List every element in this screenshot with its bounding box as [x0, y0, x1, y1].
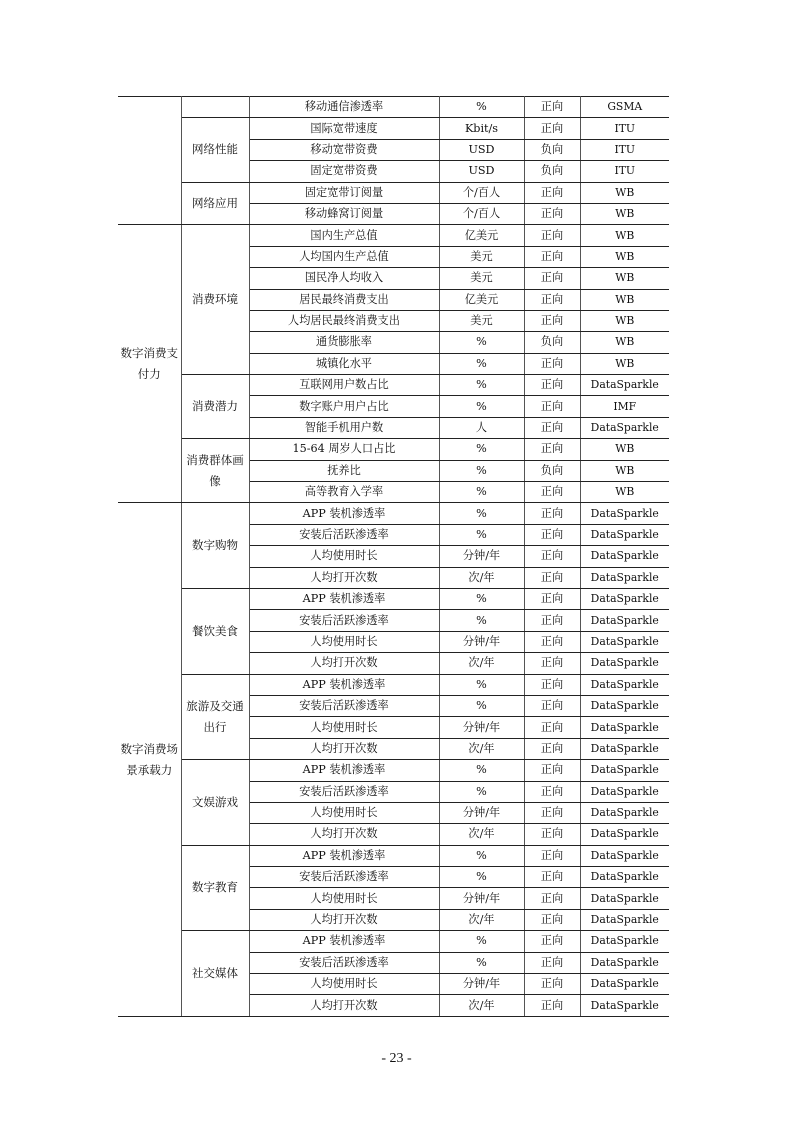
category-cell: 消费群体画像: [181, 439, 249, 503]
indicator-cell: 安装后活跃渗透率: [249, 695, 439, 716]
indicator-cell: 移动蜂窝订阅量: [249, 203, 439, 224]
indicator-cell: 安装后活跃渗透率: [249, 781, 439, 802]
category-cell: 餐饮美食: [181, 588, 249, 674]
dimension-cell: 数字消费支付力: [118, 225, 181, 503]
direction-cell: 正向: [524, 439, 580, 460]
category-cell: 旅游及交通出行: [181, 674, 249, 760]
unit-cell: %: [439, 674, 524, 695]
indicator-cell: 移动通信渗透率: [249, 97, 439, 118]
unit-cell: %: [439, 524, 524, 545]
direction-cell: 正向: [524, 118, 580, 139]
unit-cell: %: [439, 353, 524, 374]
unit-cell: 个/百人: [439, 203, 524, 224]
dimension-cell: [118, 97, 181, 225]
indicator-cell: 数字账户用户占比: [249, 396, 439, 417]
source-cell: DataSparkle: [580, 375, 669, 396]
direction-cell: 正向: [524, 268, 580, 289]
indicator-cell: 国内生产总值: [249, 225, 439, 246]
table-row: [118, 760, 669, 781]
indicator-cell: 人均使用时长: [249, 974, 439, 995]
indicator-cell: APP 装机渗透率: [249, 503, 439, 524]
unit-cell: 美元: [439, 246, 524, 267]
unit-cell: %: [439, 610, 524, 631]
indicator-cell: 人均打开次数: [249, 738, 439, 759]
unit-cell: 人: [439, 417, 524, 438]
indicator-cell: 通货膨胀率: [249, 332, 439, 353]
direction-cell: 负向: [524, 139, 580, 160]
unit-cell: %: [439, 396, 524, 417]
source-cell: DataSparkle: [580, 717, 669, 738]
table-row: [118, 588, 669, 609]
direction-cell: 正向: [524, 974, 580, 995]
direction-cell: 正向: [524, 952, 580, 973]
unit-cell: 分钟/年: [439, 631, 524, 652]
source-cell: DataSparkle: [580, 588, 669, 609]
unit-cell: %: [439, 845, 524, 866]
unit-cell: 分钟/年: [439, 546, 524, 567]
direction-cell: 正向: [524, 353, 580, 374]
direction-cell: 正向: [524, 867, 580, 888]
direction-cell: 正向: [524, 546, 580, 567]
table-row: [118, 439, 669, 460]
direction-cell: 负向: [524, 161, 580, 182]
unit-cell: %: [439, 97, 524, 118]
source-cell: DataSparkle: [580, 631, 669, 652]
source-cell: DataSparkle: [580, 610, 669, 631]
source-cell: DataSparkle: [580, 802, 669, 823]
unit-cell: 次/年: [439, 567, 524, 588]
indicator-cell: 固定宽带订阅量: [249, 182, 439, 203]
direction-cell: 正向: [524, 482, 580, 503]
table-row: [118, 182, 669, 203]
direction-cell: 正向: [524, 909, 580, 930]
direction-cell: 正向: [524, 375, 580, 396]
direction-cell: 正向: [524, 824, 580, 845]
source-cell: GSMA: [580, 97, 669, 118]
source-cell: IMF: [580, 396, 669, 417]
unit-cell: USD: [439, 139, 524, 160]
table-row: [118, 97, 669, 118]
source-cell: ITU: [580, 161, 669, 182]
source-cell: WB: [580, 289, 669, 310]
direction-cell: 正向: [524, 97, 580, 118]
direction-cell: 正向: [524, 995, 580, 1016]
direction-cell: 正向: [524, 289, 580, 310]
category-cell: 网络性能: [181, 118, 249, 182]
direction-cell: 正向: [524, 674, 580, 695]
indicator-cell: 安装后活跃渗透率: [249, 524, 439, 545]
source-cell: WB: [580, 482, 669, 503]
dimension-cell: 数字消费场景承载力: [118, 503, 181, 1016]
unit-cell: %: [439, 332, 524, 353]
indicator-cell: 智能手机用户数: [249, 417, 439, 438]
unit-cell: %: [439, 931, 524, 952]
indicator-table-body: [118, 97, 669, 1017]
source-cell: WB: [580, 353, 669, 374]
category-cell: [181, 97, 249, 118]
direction-cell: 正向: [524, 845, 580, 866]
indicator-cell: 互联网用户数占比: [249, 375, 439, 396]
category-cell: 数字购物: [181, 503, 249, 589]
indicator-cell: 人均打开次数: [249, 567, 439, 588]
direction-cell: 正向: [524, 503, 580, 524]
unit-cell: %: [439, 695, 524, 716]
indicator-cell: 人均打开次数: [249, 909, 439, 930]
direction-cell: 正向: [524, 738, 580, 759]
indicator-cell: 安装后活跃渗透率: [249, 610, 439, 631]
unit-cell: %: [439, 375, 524, 396]
unit-cell: 亿美元: [439, 289, 524, 310]
table-row: [118, 931, 669, 952]
indicator-cell: 城镇化水平: [249, 353, 439, 374]
unit-cell: 次/年: [439, 653, 524, 674]
direction-cell: 正向: [524, 225, 580, 246]
indicator-cell: APP 装机渗透率: [249, 845, 439, 866]
table-row: [118, 118, 669, 139]
unit-cell: %: [439, 760, 524, 781]
indicator-cell: APP 装机渗透率: [249, 760, 439, 781]
indicator-cell: 人均居民最终消费支出: [249, 310, 439, 331]
unit-cell: Kbit/s: [439, 118, 524, 139]
source-cell: DataSparkle: [580, 888, 669, 909]
source-cell: DataSparkle: [580, 738, 669, 759]
table-row: [118, 375, 669, 396]
direction-cell: 正向: [524, 567, 580, 588]
category-cell: 网络应用: [181, 182, 249, 225]
source-cell: WB: [580, 246, 669, 267]
source-cell: WB: [580, 203, 669, 224]
indicator-cell: 人均打开次数: [249, 995, 439, 1016]
source-cell: WB: [580, 460, 669, 481]
unit-cell: 个/百人: [439, 182, 524, 203]
source-cell: DataSparkle: [580, 909, 669, 930]
indicator-cell: 人均使用时长: [249, 802, 439, 823]
source-cell: DataSparkle: [580, 995, 669, 1016]
source-cell: DataSparkle: [580, 417, 669, 438]
unit-cell: %: [439, 588, 524, 609]
unit-cell: 分钟/年: [439, 717, 524, 738]
table-row: [118, 674, 669, 695]
direction-cell: 正向: [524, 931, 580, 952]
direction-cell: 正向: [524, 781, 580, 802]
unit-cell: USD: [439, 161, 524, 182]
unit-cell: 次/年: [439, 909, 524, 930]
source-cell: ITU: [580, 139, 669, 160]
direction-cell: 正向: [524, 610, 580, 631]
unit-cell: 分钟/年: [439, 974, 524, 995]
indicator-cell: 居民最终消费支出: [249, 289, 439, 310]
category-cell: 消费环境: [181, 225, 249, 375]
table-row: [118, 503, 669, 524]
source-cell: DataSparkle: [580, 653, 669, 674]
indicator-cell: APP 装机渗透率: [249, 588, 439, 609]
indicator-cell: APP 装机渗透率: [249, 931, 439, 952]
indicator-cell: 移动宽带资费: [249, 139, 439, 160]
source-cell: DataSparkle: [580, 760, 669, 781]
source-cell: DataSparkle: [580, 567, 669, 588]
category-cell: 社交媒体: [181, 931, 249, 1017]
indicator-cell: 抚养比: [249, 460, 439, 481]
source-cell: DataSparkle: [580, 695, 669, 716]
page-number: - 23 -: [381, 1051, 412, 1066]
source-cell: DataSparkle: [580, 524, 669, 545]
direction-cell: 正向: [524, 524, 580, 545]
direction-cell: 正向: [524, 802, 580, 823]
indicator-cell: 人均国内生产总值: [249, 246, 439, 267]
direction-cell: 正向: [524, 653, 580, 674]
indicator-cell: 人均使用时长: [249, 888, 439, 909]
table-row: [118, 225, 669, 246]
source-cell: WB: [580, 310, 669, 331]
direction-cell: 正向: [524, 888, 580, 909]
indicator-cell: 人均使用时长: [249, 546, 439, 567]
indicator-cell: 国际宽带速度: [249, 118, 439, 139]
direction-cell: 正向: [524, 203, 580, 224]
indicator-cell: 15-64 周岁人口占比: [249, 439, 439, 460]
unit-cell: 次/年: [439, 995, 524, 1016]
direction-cell: 正向: [524, 631, 580, 652]
source-cell: WB: [580, 225, 669, 246]
indicator-cell: 人均使用时长: [249, 631, 439, 652]
direction-cell: 正向: [524, 182, 580, 203]
source-cell: DataSparkle: [580, 845, 669, 866]
source-cell: WB: [580, 439, 669, 460]
source-cell: DataSparkle: [580, 674, 669, 695]
unit-cell: 亿美元: [439, 225, 524, 246]
source-cell: DataSparkle: [580, 952, 669, 973]
indicator-table: [118, 96, 669, 1017]
source-cell: WB: [580, 332, 669, 353]
direction-cell: 正向: [524, 760, 580, 781]
source-cell: DataSparkle: [580, 824, 669, 845]
direction-cell: 正向: [524, 717, 580, 738]
direction-cell: 正向: [524, 695, 580, 716]
source-cell: WB: [580, 182, 669, 203]
indicator-cell: 安装后活跃渗透率: [249, 952, 439, 973]
source-cell: DataSparkle: [580, 503, 669, 524]
direction-cell: 负向: [524, 460, 580, 481]
category-cell: 数字教育: [181, 845, 249, 931]
source-cell: WB: [580, 268, 669, 289]
source-cell: DataSparkle: [580, 781, 669, 802]
direction-cell: 正向: [524, 417, 580, 438]
unit-cell: 次/年: [439, 824, 524, 845]
source-cell: DataSparkle: [580, 974, 669, 995]
indicator-cell: 人均打开次数: [249, 824, 439, 845]
unit-cell: 美元: [439, 310, 524, 331]
unit-cell: 美元: [439, 268, 524, 289]
unit-cell: %: [439, 952, 524, 973]
indicator-cell: 人均打开次数: [249, 653, 439, 674]
unit-cell: 分钟/年: [439, 802, 524, 823]
unit-cell: %: [439, 482, 524, 503]
category-cell: 消费潜力: [181, 375, 249, 439]
direction-cell: 正向: [524, 588, 580, 609]
direction-cell: 正向: [524, 396, 580, 417]
source-cell: ITU: [580, 118, 669, 139]
indicator-cell: APP 装机渗透率: [249, 674, 439, 695]
direction-cell: 正向: [524, 310, 580, 331]
source-cell: DataSparkle: [580, 546, 669, 567]
indicator-cell: 固定宽带资费: [249, 161, 439, 182]
indicator-cell: 高等教育入学率: [249, 482, 439, 503]
indicator-cell: 安装后活跃渗透率: [249, 867, 439, 888]
unit-cell: 分钟/年: [439, 888, 524, 909]
indicator-cell: 国民净人均收入: [249, 268, 439, 289]
unit-cell: %: [439, 439, 524, 460]
direction-cell: 正向: [524, 246, 580, 267]
table-row: [118, 845, 669, 866]
source-cell: DataSparkle: [580, 867, 669, 888]
unit-cell: %: [439, 781, 524, 802]
direction-cell: 负向: [524, 332, 580, 353]
category-cell: 文娱游戏: [181, 760, 249, 846]
source-cell: DataSparkle: [580, 931, 669, 952]
unit-cell: %: [439, 503, 524, 524]
unit-cell: %: [439, 867, 524, 888]
unit-cell: %: [439, 460, 524, 481]
unit-cell: 次/年: [439, 738, 524, 759]
indicator-cell: 人均使用时长: [249, 717, 439, 738]
